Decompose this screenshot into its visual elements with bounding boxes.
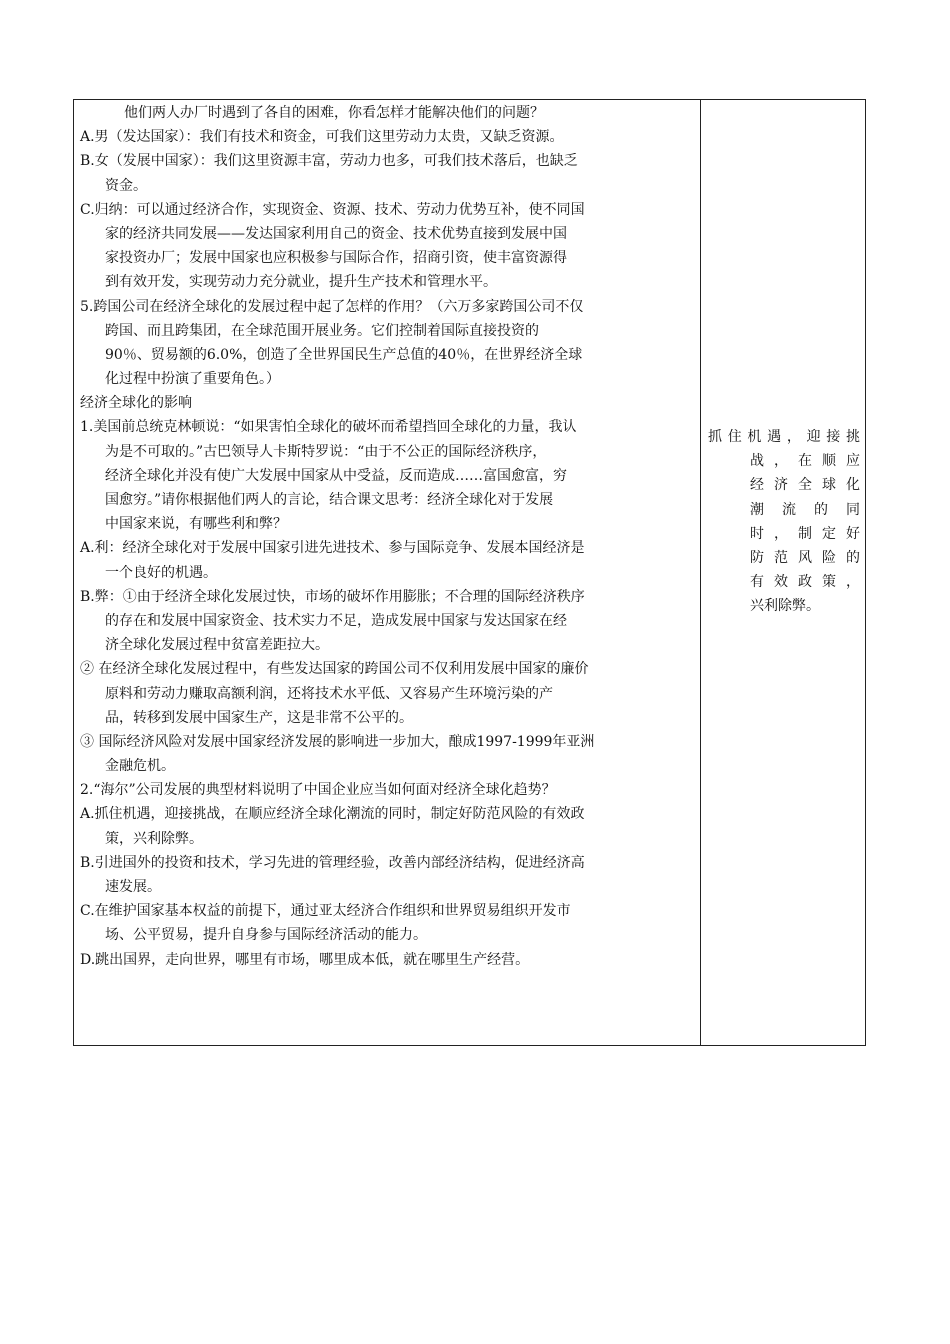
main-line: 金融危机。 xyxy=(105,758,175,775)
side-line: 潮流的同 xyxy=(750,501,860,518)
main-line: B.弊：①由于经济全球化发展过快，市场的破坏作用膨胀；不合理的国际经济秩序 xyxy=(80,588,585,605)
side-line: 防范风险的 xyxy=(750,549,860,566)
main-line: B.引进国外的投资和技术，学习先进的管理经验，改善内部经济结构，促进经济高 xyxy=(80,854,585,871)
main-line: 家的经济共同发展——发达国家利用自己的资金、技术优势直接到发展中国 xyxy=(105,225,567,242)
main-line: 场、公平贸易，提升自身参与国际经济活动的能力。 xyxy=(105,927,427,944)
main-line: 一个良好的机遇。 xyxy=(105,564,217,581)
main-text-column xyxy=(80,101,690,972)
main-line: 家投资办厂；发展中国家也应积极参与国际合作，招商引资，使丰富资源得 xyxy=(105,250,567,267)
main-line: 国愈穷。”请你根据他们两人的言论，结合课文思考：经济全球化对于发展 xyxy=(105,492,554,508)
side-line: 战，在顺应 xyxy=(750,453,860,470)
side-line: 兴利除弊。 xyxy=(750,598,820,615)
main-line: 到有效开发，实现劳动力充分就业，提升生产技术和管理水平。 xyxy=(105,274,497,291)
main-line: 速发展。 xyxy=(105,879,161,895)
main-line: 的存在和发展中国家资金、技术实力不足，造成发展中国家与发达国家在经 xyxy=(105,612,567,629)
main-line: 为是不可取的。”古巴领导人卡斯特罗说：“由于不公正的国际经济秩序， xyxy=(105,443,547,460)
main-line: 经济全球化并没有使广大发展中国家从中受益，反而造成……富国愈富，穷 xyxy=(105,467,567,484)
main-line: ③ 国际经济风险对发展中国家经济发展的影响进一步加大，酿成1997-1999年亚洲 xyxy=(80,733,595,750)
side-line: 经济全球化 xyxy=(750,477,860,494)
main-line: 2.“海尔”公司发展的典型材料说明了中国企业应当如何面对经济全球化趋势？ xyxy=(80,782,556,799)
side-line: 有效政策， xyxy=(750,574,860,591)
main-line: A.抓住机遇，迎接挑战，在顺应经济全球化潮流的同时，制定好防范风险的有效政 xyxy=(80,806,585,823)
main-line: C.在维护国家基本权益的前提下，通过亚太经济合作组织和世界贸易组织开发市 xyxy=(80,903,571,920)
main-line: 他们两人办厂时遇到了各自的困难，你看怎样才能解决他们的问题？ xyxy=(124,105,544,121)
side-line: 抓住机遇，迎接挑 xyxy=(708,429,860,445)
main-line: 策，兴利除弊。 xyxy=(105,830,203,847)
main-line: 经济全球化的影响 xyxy=(80,395,192,412)
main-line: 济全球化发展过程中贫富差距拉大。 xyxy=(105,637,329,654)
main-line: A.利：经济全球化对于发展中国家引进先进技术、参与国际竞争、发展本国经济是 xyxy=(80,540,585,557)
main-line: 原料和劳动力赚取高额利润，还将技术水平低、又容易产生环境污染的产 xyxy=(105,685,553,702)
main-line: 1.美国前总统克林顿说：“如果害怕全球化的破坏而希望挡回全球化的力量，我认 xyxy=(80,419,577,436)
main-line: ② 在经济全球化发展过程中，有些发达国家的跨国公司不仅利用发展中国家的廉价 xyxy=(80,661,589,678)
main-line: D.跳出国界，走向世界，哪里有市场，哪里成本低，就在哪里生产经营。 xyxy=(80,951,530,968)
main-line: C.归纳：可以通过经济合作，实现资金、资源、技术、劳动力优势互补，使不同国 xyxy=(80,201,585,218)
main-line: B.女（发展中国家）：我们这里资源丰富，劳动力也多，可我们技术落后，也缺乏 xyxy=(80,153,578,170)
column-divider xyxy=(700,100,701,1045)
side-note-column xyxy=(708,425,860,619)
main-line: 中国家来说，有哪些利和弊？ xyxy=(105,516,287,533)
side-line: 时，制定好 xyxy=(750,525,860,542)
main-line: 品，转移到发展中国家生产，这是非常不公平的。 xyxy=(105,709,413,726)
main-line: 跨国、而且跨集团，在全球范围开展业务。它们控制着国际直接投资的 xyxy=(105,322,539,339)
main-line: 5.跨国公司在经济全球化的发展过程中起了怎样的作用？（六万多家跨国公司不仅 xyxy=(80,298,584,315)
main-line: 资金。 xyxy=(105,177,147,194)
main-line: A.男（发达国家）：我们有技术和资金，可我们这里劳动力太贵，又缺乏资源。 xyxy=(80,129,564,146)
main-line: 90％、贸易额的6.0%，创造了全世界国民生产总值的40％，在世界经济全球 xyxy=(105,346,583,363)
main-line: 化过程中扮演了重要角色。） xyxy=(105,371,280,388)
content-table xyxy=(73,99,866,1046)
